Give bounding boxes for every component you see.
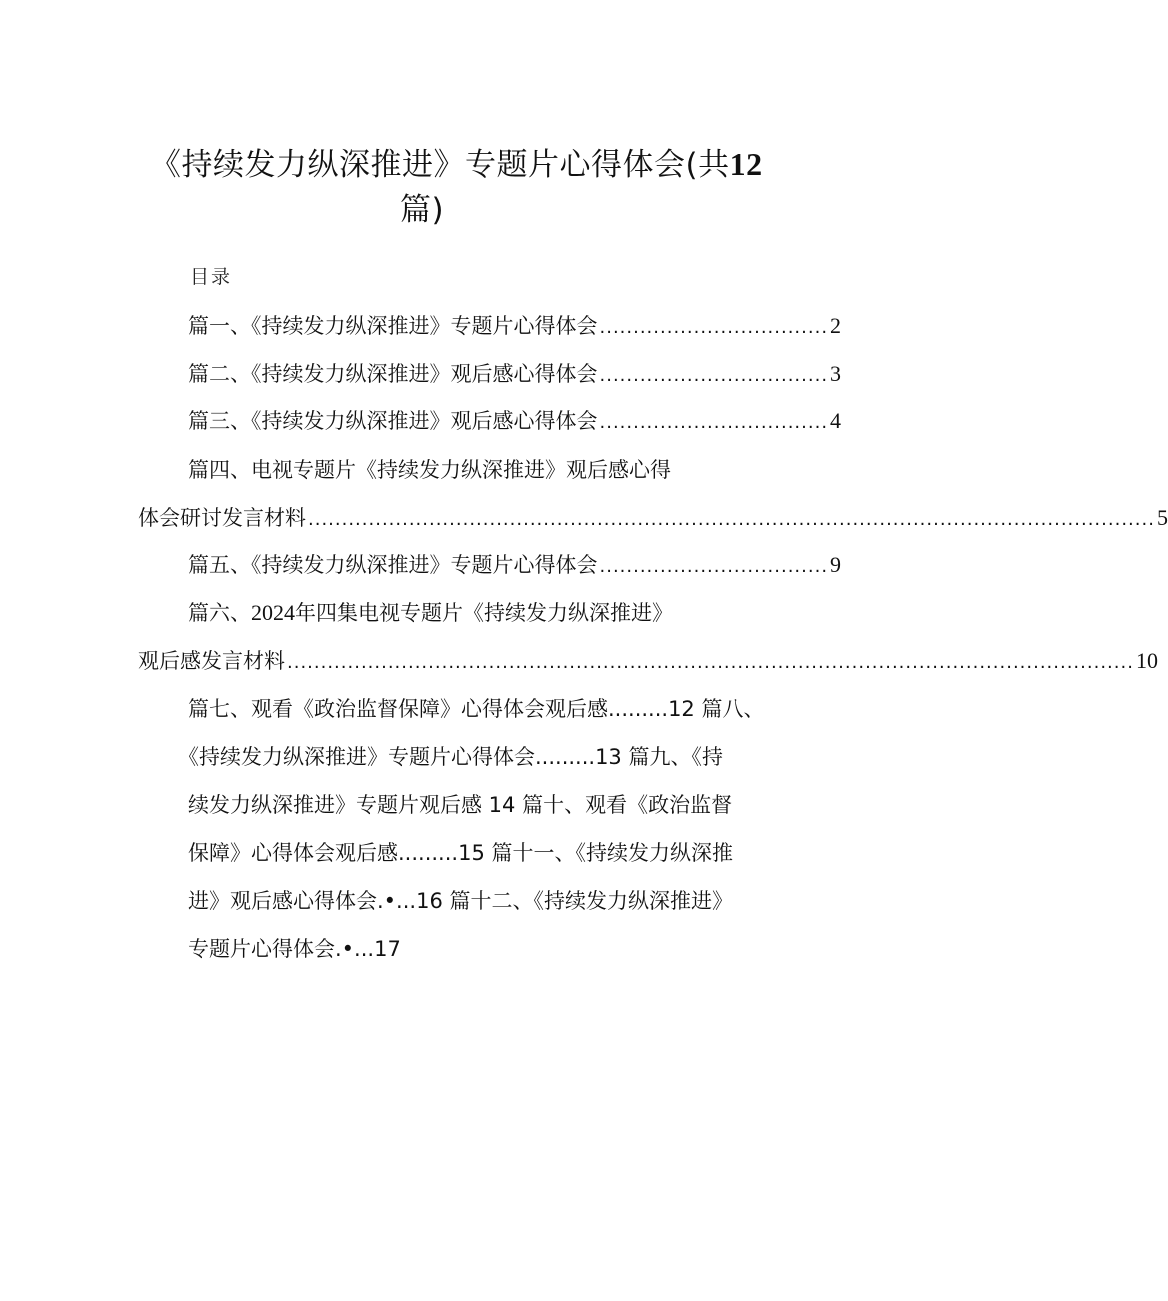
toc-heading: 目录	[190, 266, 233, 288]
toc-leader-dots: ..............................................................................................................................	[287, 652, 1134, 673]
toc-entry-text: 篇六、	[188, 601, 251, 625]
toc-entry-text: 篇五、《持续发力纵深推进》专题片心得体会	[188, 553, 598, 577]
toc-flow-line-3[interactable]: 续发力纵深推进》专题片观后感 14 篇十、观看《政治监督	[188, 793, 733, 817]
toc-leader-dots: ..............................................................................................................................	[308, 509, 1155, 530]
toc-leader-dots: ..................................	[599, 556, 829, 577]
toc-page-number: 4	[830, 408, 842, 433]
toc-leader-dots: ..................................	[599, 412, 829, 433]
toc-entry-4-line1[interactable]: 篇四、电视专题片《持续发力纵深推进》观后感心得	[188, 458, 671, 482]
toc-entry-text: 年四集电视专题片《持续发力纵深推进》	[295, 601, 673, 625]
toc-page-number: 2	[830, 313, 842, 338]
toc-entry-text: 篇三、《持续发力纵深推进》观后感心得体会	[188, 409, 598, 433]
title-text-line2: 篇)	[400, 192, 445, 228]
toc-entry-5[interactable]	[188, 550, 842, 582]
document-title	[150, 142, 800, 233]
toc-flow-line-4[interactable]: 保障》心得体会观后感.........15 篇十一、《持续发力纵深推	[188, 841, 733, 865]
toc-entry-1[interactable]	[188, 311, 842, 343]
toc-leader-dots: ..................................	[599, 317, 829, 338]
toc-page-number: 9	[830, 552, 842, 577]
toc-leader-dots: ..................................	[599, 365, 829, 386]
toc-page-number: 5	[1156, 505, 1168, 530]
toc-entry-text: 体会研讨发言材料	[138, 506, 306, 530]
title-text: 《持续发力纵深推进》专题片心得体会(共	[150, 147, 730, 183]
toc-flow-line-6[interactable]: 专题片心得体会.•...17	[188, 937, 401, 961]
toc-page-number: 10	[1135, 648, 1158, 673]
toc-entry-text: 篇一、《持续发力纵深推进》专题片心得体会	[188, 314, 598, 338]
toc-entry-text: 篇二、《持续发力纵深推进》观后感心得体会	[188, 362, 598, 386]
toc-flow-line-1[interactable]: 篇七、观看《政治监督保障》心得体会观后感.........12 篇八、	[188, 697, 765, 721]
toc-flow-line-5[interactable]: 进》观后感心得体会.•...16 篇十二、《持续发力纵深推进》	[188, 889, 733, 913]
toc-entry-text: 观后感发言材料	[138, 649, 285, 673]
title-count: 12	[729, 146, 763, 182]
toc-flow-line-2[interactable]: 《持续发力纵深推进》专题片心得体会.........13 篇九、《持	[178, 745, 723, 769]
toc-entry-year: 2024	[251, 600, 295, 625]
toc-entry-3[interactable]	[188, 406, 842, 438]
toc-entry-6[interactable]	[138, 646, 1158, 678]
toc-entry-6-line1[interactable]	[188, 598, 673, 628]
toc-page-number: 3	[830, 361, 842, 386]
toc-entry-2[interactable]	[188, 359, 842, 391]
toc-entry-4[interactable]	[138, 503, 1168, 535]
